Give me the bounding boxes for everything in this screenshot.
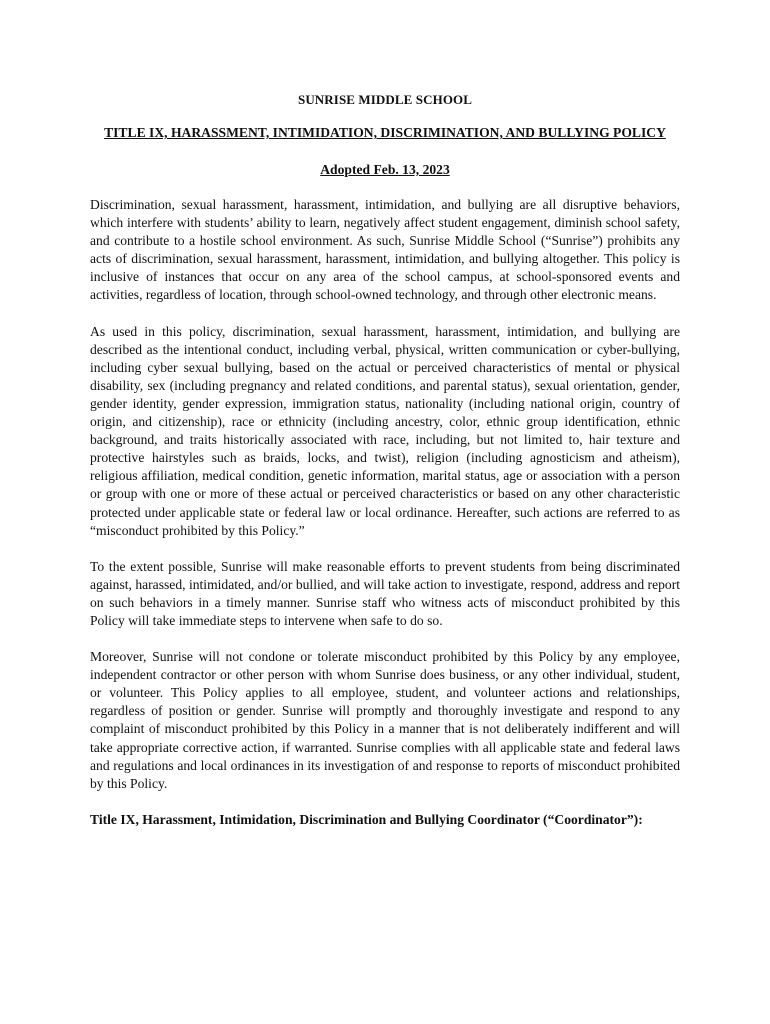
- policy-title: TITLE IX, HARASSMENT, INTIMIDATION, DISCRIMINATION, AND BULLYING POLICY: [104, 125, 666, 140]
- paragraph-scope: Moreover, Sunrise will not condone or tolerate misconduct prohibited by this Policy by any employee, independent contractor or other person with whom Sunrise does business, or any other individual, student, or volunteer. This Policy applies to all employee, student, and volunteer actions and relationships, regardless of position or gender. Sunrise will promptly and thoroughly investigate and respond to any complaint of misconduct prohibited by this Policy in a manner that is not deliberately indifferent and will take appropriate corrective action, if warranted. Sunrise complies with all applicable state and federal laws and regulations and local ordinances in its investigation of and response to reports of misconduct prohibited by this Policy.: [90, 649, 680, 791]
- paragraph-definitions: As used in this policy, discrimination, sexual harassment, harassment, intimidation, and bullying are described as the intentional conduct, including verbal, physical, written communication or cyber-bullying, including cyber sexual bullying, based on the actual or perceived characteristics of mental or physical disability, sex (including pregnancy and related conditions, and parental status), sexual orientation, gender, gender identity, gender expression, immigration status, nationality (including national origin, country of origin, and citizenship), race or ethnicity (including ancestry, color, ethnic group identification, ethnic background, and traits historically associated with race, including, but not limited to, hair texture and protective hairstyles such as braids, locks, and twist), religion (including agnosticism and atheism), religious affiliation, medical condition, genetic information, marital status, age or association with a person or group with one or more of these actual or perceived characteristics or based on any other characteristic protected under applicable state or federal law or local ordinance. Hereafter, such actions are referred to as “misconduct prohibited by this Policy.”: [90, 323, 680, 538]
- coordinator-heading: Title IX, Harassment, Intimidation, Discrimination and Bullying Coordinator (“Coordinator”):: [90, 811, 643, 827]
- school-name: SUNRISE MIDDLE SCHOOL: [297, 92, 473, 107]
- paragraph-prevention: To the extent possible, Sunrise will make reasonable efforts to prevent students from being discriminated against, harassed, intimidated, and/or bullied, and will take action to investigate, respond, address and report on such behaviors in a timely manner. Sunrise staff who witness acts of misconduct prohibited by this Policy will take immediate steps to intervene when safe to do so.: [90, 558, 680, 628]
- paragraph-intro: Discrimination, sexual harassment, harassment, intimidation, and bullying are all disruptive behaviors, which interfere with students’ ability to learn, negatively affect student engagement, diminish school safety, and contribute to a hostile school environment. As such, Sunrise Middle School (“Sunrise”) prohibits any acts of discrimination, sexual harassment, harassment, intimidation, and bullying altogether. This policy is inclusive of instances that occur on any area of the school campus, at school-sponsored events and activities, regardless of location, through school-owned technology, and through other electronic means.: [90, 197, 680, 303]
- document-page: [90, 92, 680, 829]
- adopted-date: Adopted Feb. 13, 2023: [320, 162, 450, 177]
